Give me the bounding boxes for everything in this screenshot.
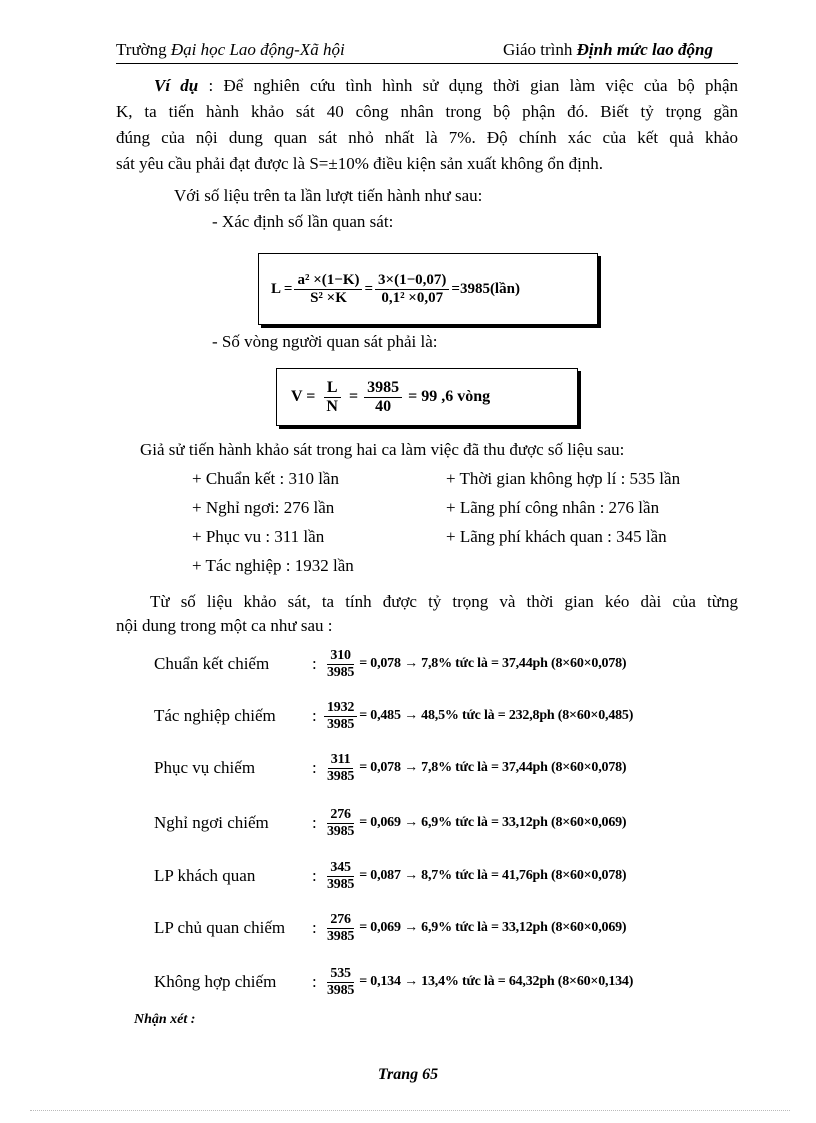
calc-row-colon: :: [312, 866, 317, 885]
survey-lead: Giả sử tiến hành khảo sát trong hai ca làm việc đã thu được số liệu sau:: [140, 440, 625, 459]
calc-row-label: LP chủ quan chiếm: [154, 918, 286, 937]
formula-V-fraction-2: [364, 379, 402, 415]
calc-row-result: = 0,087 → 8,7% tức là = 41,76ph (8×60×0,078): [359, 868, 627, 883]
calc-row-den: 3985: [327, 982, 355, 998]
formula-L-eq: =: [364, 280, 374, 297]
step-1: - Xác định số lần quan sát:: [212, 212, 394, 231]
survey-left-4: + Tác nghiệp : 1932 lần: [192, 556, 354, 575]
calc-row-den: 3985: [327, 716, 355, 732]
formula-L-den-1: S² ×K: [310, 289, 347, 306]
formula-V-eq: =: [348, 388, 359, 405]
calc-row-fraction: [324, 966, 357, 998]
calc-row-colon: :: [312, 706, 317, 725]
calc-row: [154, 642, 626, 686]
calc-row: [154, 960, 633, 1004]
calc-row-result: = 0,078 → 7,8% tức là = 37,44ph (8×60×0,078): [359, 656, 627, 671]
calc-row-colon: :: [312, 654, 317, 673]
header-divider: [116, 63, 738, 64]
formula-V-num-1: L: [324, 379, 341, 398]
calc-row-num: 1932: [324, 700, 357, 716]
calc-row-num: 276: [327, 807, 353, 823]
formula-L-den-2: 0,1² ×0,07: [381, 289, 444, 306]
calc-row-colon: :: [312, 813, 317, 832]
formula-L: [259, 254, 597, 324]
calc-row-result: = 0,069 → 6,9% tức là = 33,12ph (8×60×0,069): [359, 920, 627, 935]
calc-row-num: 276: [327, 912, 353, 928]
survey-right-1: + Thời gian không hợp lí : 535 lần: [446, 469, 681, 488]
formula-L-lhs: L =: [271, 280, 293, 297]
formula-V-box: [276, 368, 578, 426]
survey-left-3: + Phục vu : 311 lần: [192, 527, 325, 546]
calc-row-colon: :: [312, 972, 317, 991]
calc-row-fraction: [324, 807, 357, 839]
formula-L-num-2: 3×(1−0,07): [375, 272, 449, 290]
calc-row-num: 535: [327, 966, 353, 982]
calc-row-num: 310: [327, 648, 353, 664]
calc-row-colon: :: [312, 918, 317, 937]
formula-V-num-2: 3985: [364, 379, 402, 398]
intro-line-1: [154, 74, 738, 98]
calc-row-fraction: [324, 912, 357, 944]
calc-row-colon: :: [312, 758, 317, 777]
survey-right-2: + Lãng phí công nhân : 276 lần: [446, 498, 660, 517]
formula-V-result: = 99 ,6 vòng: [408, 388, 491, 405]
footer-divider: [30, 1110, 790, 1111]
steps-lead: Với số liệu trên ta lần lượt tiến hành như sau:: [174, 186, 483, 205]
calc-row-result: = 0,078 → 7,8% tức là = 37,44ph (8×60×0,078): [359, 760, 627, 775]
header-book-prefix: Giáo trình: [503, 40, 577, 59]
survey-left-1: + Chuẩn kết : 310 lần: [192, 469, 339, 488]
calc-row-fraction: [324, 860, 357, 892]
calc-row-label: Chuẩn kết chiếm: [154, 654, 270, 673]
step-2: - Số vòng người quan sát phải là:: [212, 332, 438, 351]
formula-L-num-1: a² ×(1−K): [294, 272, 362, 290]
calc-row-num: 345: [327, 860, 353, 876]
calc-row-label: LP khách quan: [154, 866, 256, 885]
intro-line-4: sát yêu cầu phải đạt được là S=±10% điều kiện sản xuất không ổn định.: [116, 154, 604, 173]
calc-row-fraction: [324, 648, 357, 680]
calc-row-label: Nghỉ ngơi chiếm: [154, 813, 269, 832]
calc-row: [154, 746, 626, 790]
intro-line-3: đúng của nội dung quan sát nhỏ nhất là 7%. Độ chính xác của kết quả khảo: [116, 128, 738, 147]
formula-V-den-1: N: [326, 397, 338, 415]
intro-text-1: : Để nghiên cứu tình hình sử dụng thời gian làm việc của bộ phận: [208, 76, 738, 95]
formula-V-fraction-1: [323, 379, 341, 415]
header-school-prefix: Trường: [116, 40, 171, 59]
formula-L-fraction-2: [375, 272, 449, 306]
formula-V: [277, 369, 577, 425]
calc-row: [154, 694, 633, 738]
calc-row: [154, 906, 626, 950]
calc-row-num: 311: [328, 752, 354, 768]
calc-row-fraction: [324, 752, 357, 784]
survey-left-2: + Nghỉ ngơi: 276 lần: [192, 498, 335, 517]
formula-L-result: =3985(lần): [451, 280, 520, 297]
formula-V-den-2: 40: [375, 397, 392, 415]
header-school-name: Đại học Lao động-Xã hội: [170, 40, 345, 59]
formula-L-box: [258, 253, 598, 325]
calc-row-result: = 0,069 → 6,9% tức là = 33,12ph (8×60×0,069): [359, 815, 627, 830]
calc-row-den: 3985: [327, 876, 355, 892]
survey-right-3: + Lãng phí khách quan : 345 lần: [446, 527, 667, 546]
calc-row-label: Tác nghiệp chiếm: [154, 706, 276, 725]
calc-row-label: Phục vụ chiếm: [154, 758, 256, 777]
header-right: [503, 40, 713, 60]
formula-L-fraction-1: [294, 272, 362, 306]
calc-row: [154, 854, 626, 898]
calc-row-result: = 0,134 → 13,4% tức là = 64,32ph (8×60×0,134): [359, 974, 634, 989]
calc-row-label: Không hợp chiếm: [154, 972, 277, 991]
calc-lead-1: Từ số liệu khảo sát, ta tính được tỷ trọng và thời gian kéo dài của từng: [150, 592, 738, 611]
calc-row-fraction: [324, 700, 357, 732]
calc-row-den: 3985: [327, 768, 355, 784]
remark-label: Nhận xét :: [134, 1012, 196, 1027]
calc-row-den: 3985: [327, 664, 355, 680]
header-book-title: Định mức lao động: [576, 40, 713, 59]
calc-row-den: 3985: [327, 928, 355, 944]
formula-V-lhs: V =: [291, 388, 316, 405]
header-left: [116, 40, 345, 60]
calc-row: [154, 801, 626, 845]
calc-row-result: = 0,485 → 48,5% tức là = 232,8ph (8×60×0,485): [359, 708, 634, 723]
page-number: Trang 65: [377, 1066, 439, 1083]
example-label: Ví dụ: [154, 76, 199, 95]
calc-row-den: 3985: [327, 823, 355, 839]
intro-line-2: K, ta tiến hành khảo sát 40 công nhân trong bộ phận đó. Biết tỷ trọng gần: [116, 102, 738, 121]
calc-lead-2: nội dung trong một ca như sau :: [116, 616, 333, 635]
